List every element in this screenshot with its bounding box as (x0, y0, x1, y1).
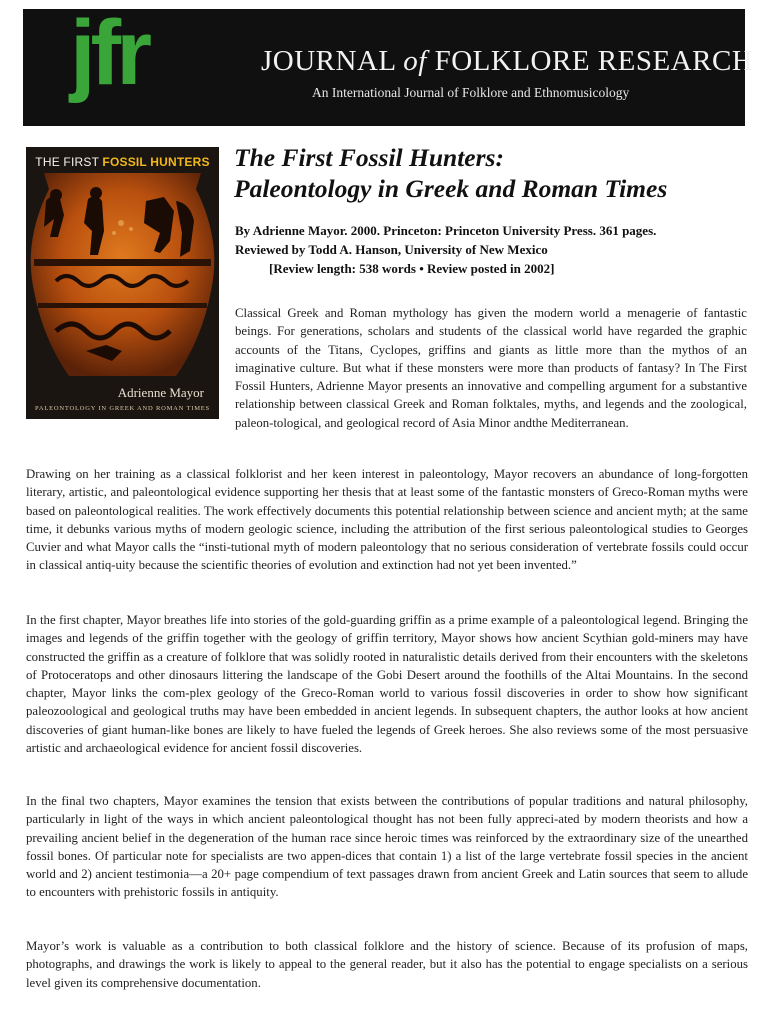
cover-title-plain: THE FIRST (35, 155, 103, 169)
meta-book-info: By Adrienne Mayor. 2000. Princeton: Princeton University Press. 361 pages. (235, 223, 657, 238)
book-cover-image (26, 147, 219, 419)
review-meta (235, 221, 755, 278)
body-paragraph-4: Mayor’s work is valuable as a contribution to both classical folklore and the history of science. Because of its profusion of maps, photographs, and drawings the work is likely to appeal to the general reader, but it also has the potential to engage specialists on a serious level given its comprehensive documentation. (26, 939, 748, 990)
body-paragraph-1: Drawing on her training as a classical folklorist and her keen interest in paleontology, Mayor recovers an abundance of long-forgotten literary, artistic, and paleontological evidence supporting her thesis that at least some of the fantastic monsters of Greco-Roman myths were based on paleontological realities. The work effectively documents this potential relationship between science and ancient myth; at the same time, it debunks various myths of modern geologic science, including the attribution of the first serious paleontological studies to Georges Cuvier and what Mayor calls the “insti-tutional myth of modern paleontology that no serious consideration of vertebrate fossils could occur in classical antiq-uity because the scientific theories of evolution and extinction had not yet been invented.” (26, 467, 748, 573)
jfr-logo: jfr (70, 2, 147, 104)
journal-title (261, 45, 754, 78)
cover-title (26, 155, 219, 169)
journal-title-part1: JOURNAL (261, 45, 396, 77)
review-title-line1: The First Fossil Hunters: (234, 143, 504, 172)
meta-review-length: [Review length: 538 words • Review posted in 2002] (269, 261, 555, 276)
journal-title-part2: FOLKLORE RESEARCH (434, 45, 754, 77)
body-paragraph-2: In the first chapter, Mayor breathes life into stories of the gold-guarding griffin as a prime example of a paleontological legend. Bringing the images and legends of the griffin together with the geology of griffin territory, Mayor shows how ancient Scythian gold-miners may have constructed the griffin as a creature of folklore that was solidly rooted in naturalistic details derived from their encounters with the skeletons of Protoceratops and other dinosaurs littering the landscape of the Gobi Desert around the foothills of the Altai Mountains. In the second chapter, Mayor links the com-plex geology of the Greco-Roman world to various fossil discoveries in order to show how significant paleozoological and geological truths may have been embedded in ancient legends. In subsequent chapters, the author looks at how ancient discoveries of giant human-like bones are likely to have fueled the legends of Greek heroes. She also reviews some of the most persuasive artistic and archaeological evidence for ancient fossil discoveries. (26, 613, 748, 756)
body-paragraph-3: In the final two chapters, Mayor examines the tension that exists between the contributions of popular traditions and natural philosophy, particularly in light of the ways in which ancient paleontological thought has not been fully appreci-ated by modern theorists and how a prevailing ancient belief in the degeneration of the human race since heroic times was reinforced by the extraordinary size of the unearthed fossil bones. Of particular note for specialists are two appen-dices that contain 1) a list of the large vertebrate fossil species in the ancient world and 2) ancient testimonia—a 20+ page compendium of text passages drawn from ancient Greek and Latin sources that seem to allude to encounters with prehistoric fossils in antiquity. (26, 794, 748, 900)
review-title-line2: Paleontology in Greek and Roman Times (234, 174, 668, 203)
meta-reviewer: Reviewed by Todd A. Hanson, University of New Mexico (235, 242, 548, 257)
cover-title-bold: FOSSIL HUNTERS (102, 155, 210, 169)
greek-vase-illustration (26, 171, 219, 381)
review-title (234, 142, 754, 204)
cover-subtitle: PALEONTOLOGY IN GREEK AND ROMAN TIMES (35, 405, 210, 412)
cover-author: Adrienne Mayor (117, 385, 204, 400)
journal-banner (23, 2, 754, 126)
intro-paragraph: Classical Greek and Roman mythology has given the modern world a menagerie of fantastic beings. For generations, scholars and students of the classical world have regarded the graphic accounts of the Titans, Cyclopes, griffins and giants as little more than the mythos of an imaginative culture. But what if these monsters were more than products of fantasy? In The First Fossil Hunters, Adrienne Mayor presents an innovative and compelling argument for a substantive relationship between classical Greek and Roman folktales, myths, and legends and the zoological, paleon-tological, and geological record of Asia Minor andthe Mediterranean. (235, 306, 747, 430)
journal-title-of: of (403, 45, 427, 77)
journal-subtitle: An International Journal of Folklore and Ethnomusicology (312, 85, 630, 100)
